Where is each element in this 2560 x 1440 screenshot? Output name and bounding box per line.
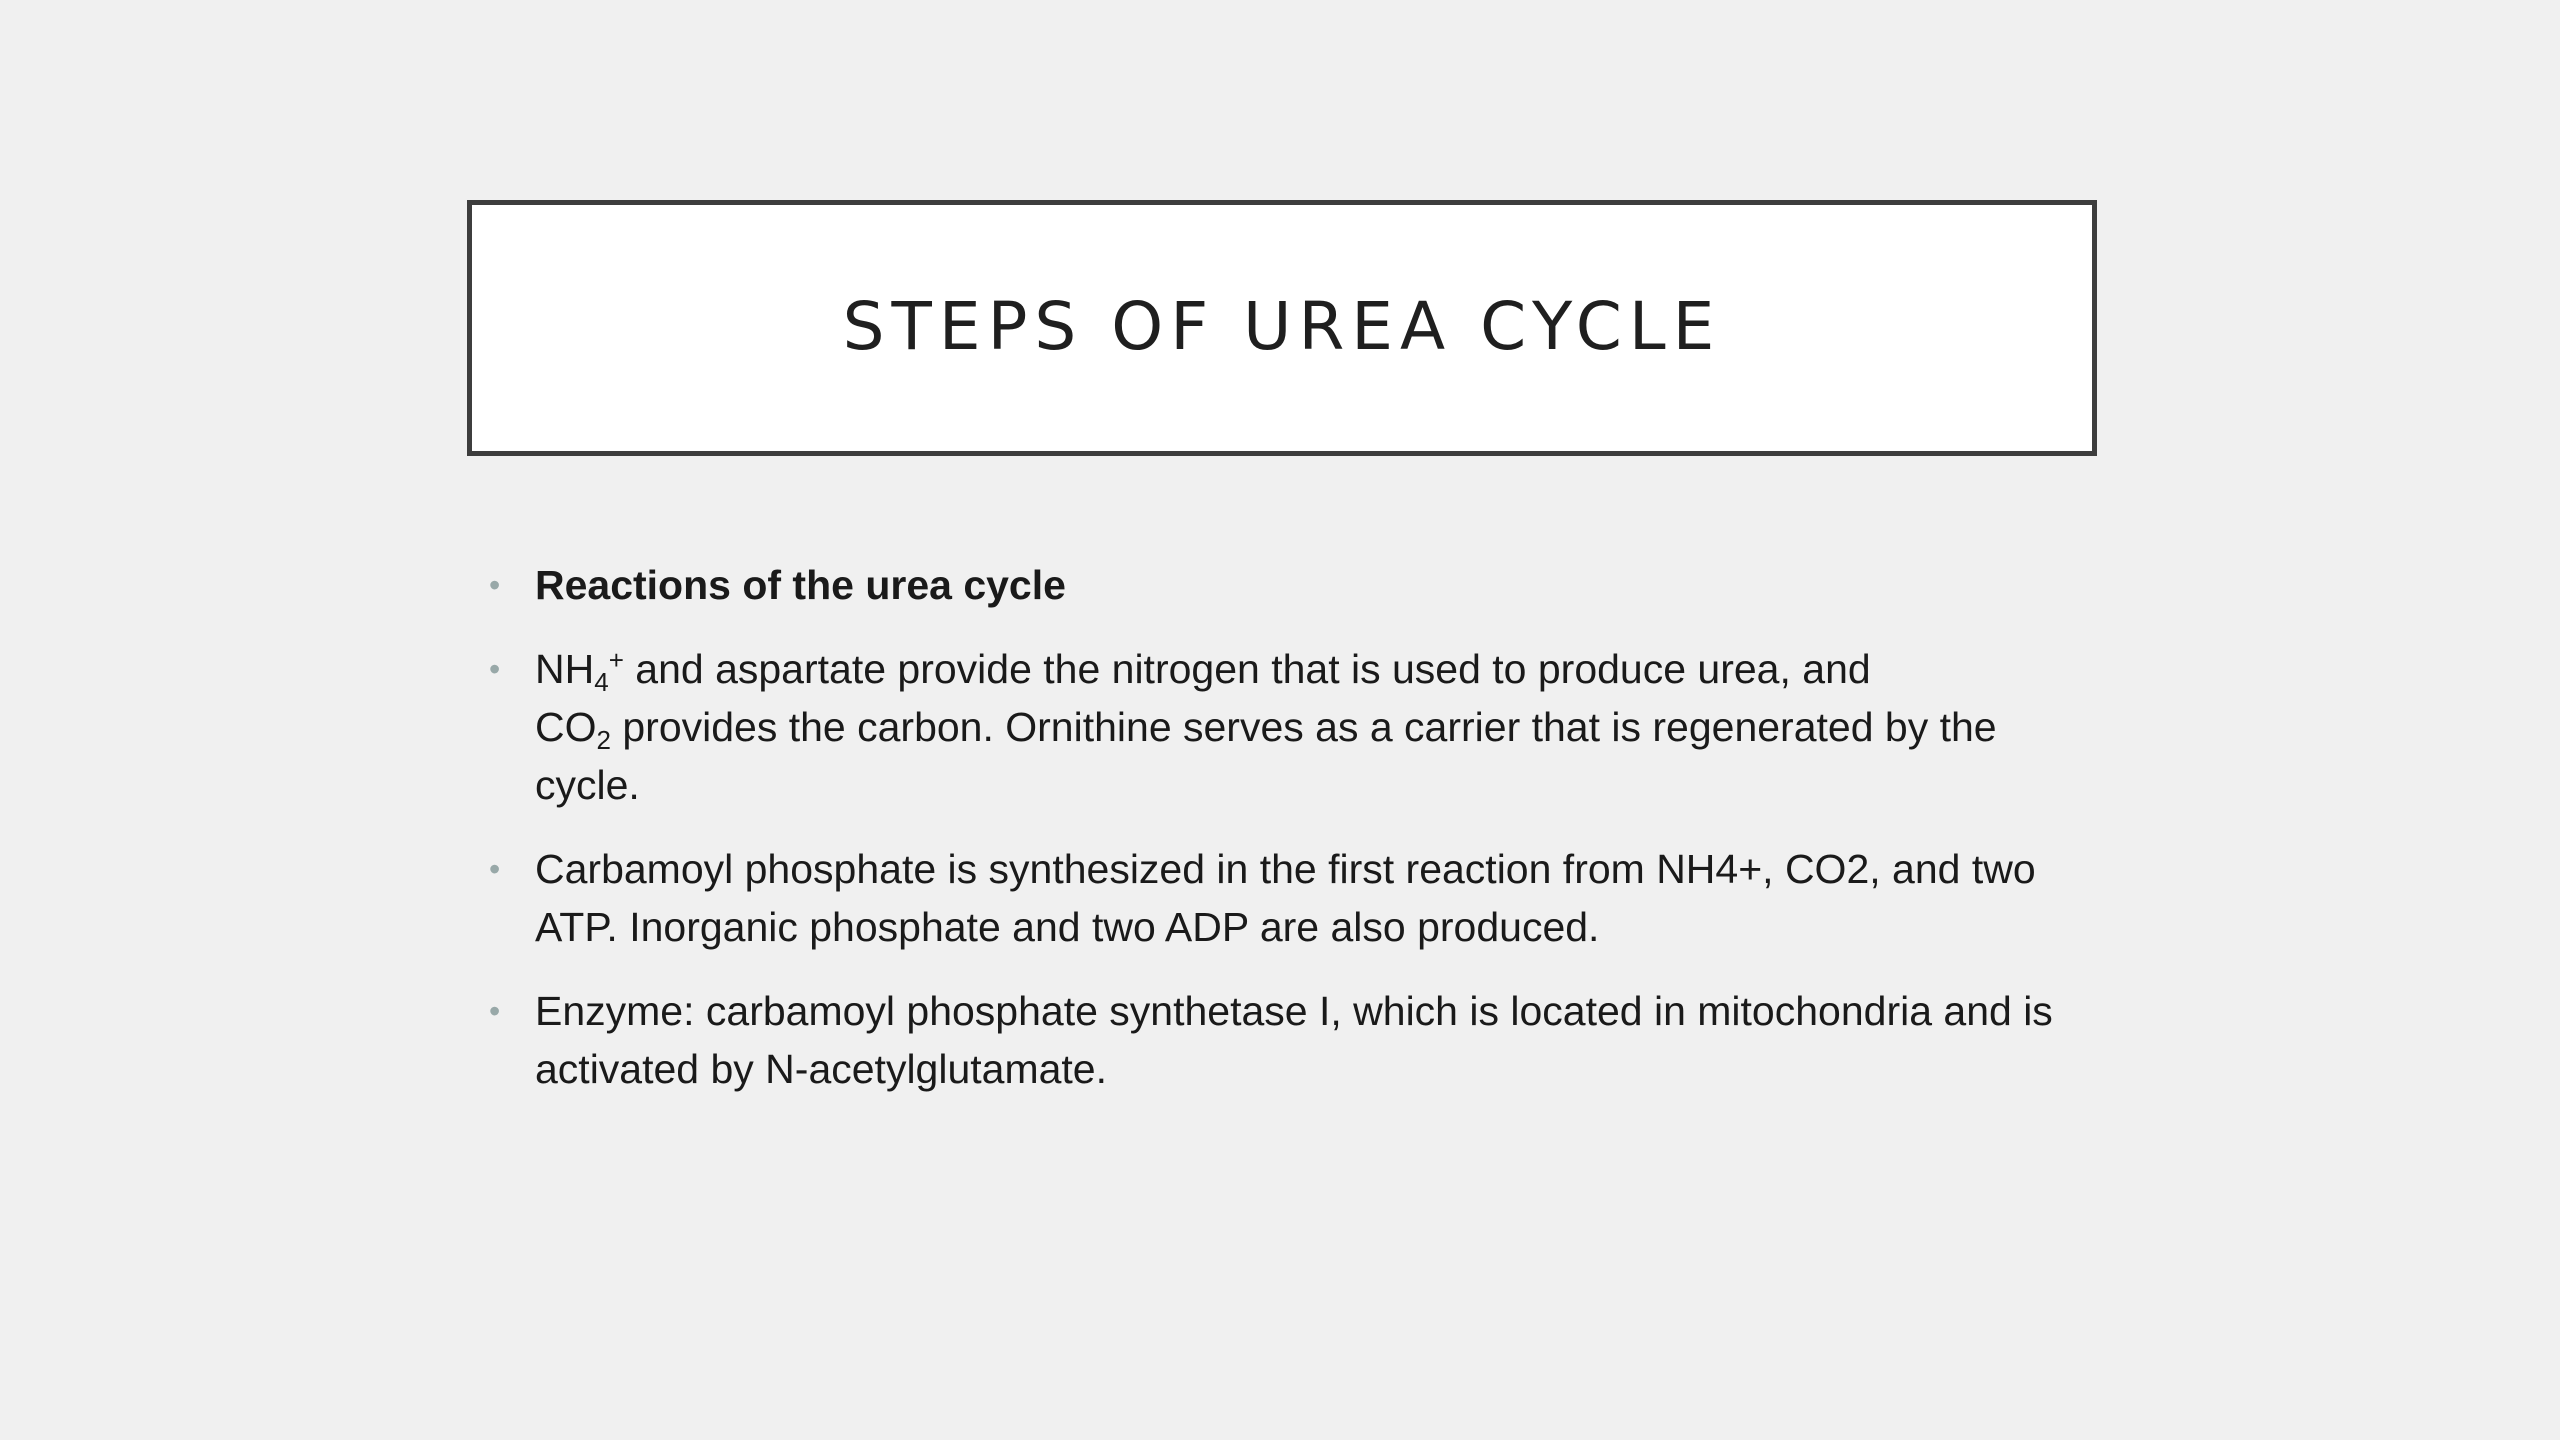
bullet-item-1 (485, 556, 2085, 614)
bullet-text-part2: provides the carbon. Ornithine serves as a carrier that is regenerated by the cycle. (535, 704, 1997, 808)
formula-co: CO (535, 704, 597, 750)
bullet-item-2 (485, 640, 2085, 814)
bullet-item-3 (485, 840, 2085, 956)
bullet-dot: • (489, 993, 501, 1029)
bullet-dot: • (489, 851, 501, 887)
title-box (467, 200, 2097, 456)
bullet-text: Reactions of the urea cycle (535, 562, 1066, 608)
formula-co-subscript: 2 (596, 725, 611, 755)
formula-nh: NH (535, 646, 595, 692)
slide-title: STEPS OF UREA CYCLE (842, 287, 1722, 365)
bullet-item-4 (485, 982, 2085, 1098)
bullet-list (485, 556, 2085, 1124)
bullet-dot: • (489, 651, 501, 687)
formula-nh-subscript: 4 (594, 667, 609, 697)
bullet-dot: • (489, 567, 501, 603)
formula-nh-superscript: + (608, 645, 624, 675)
bullet-text: Enzyme: carbamoyl phosphate synthetase I, which is located in mitochondria and is activated by N-acetylglutamate. (535, 988, 2053, 1092)
bullet-text (535, 646, 1997, 808)
bullet-text: Carbamoyl phosphate is synthesized in the first reaction from NH4+, CO2, and two ATP. Inorganic phosphate and two ADP are also produced. (535, 846, 2036, 950)
bullet-text-part1: and aspartate provide the nitrogen that is used to produce urea, and (623, 646, 1871, 692)
